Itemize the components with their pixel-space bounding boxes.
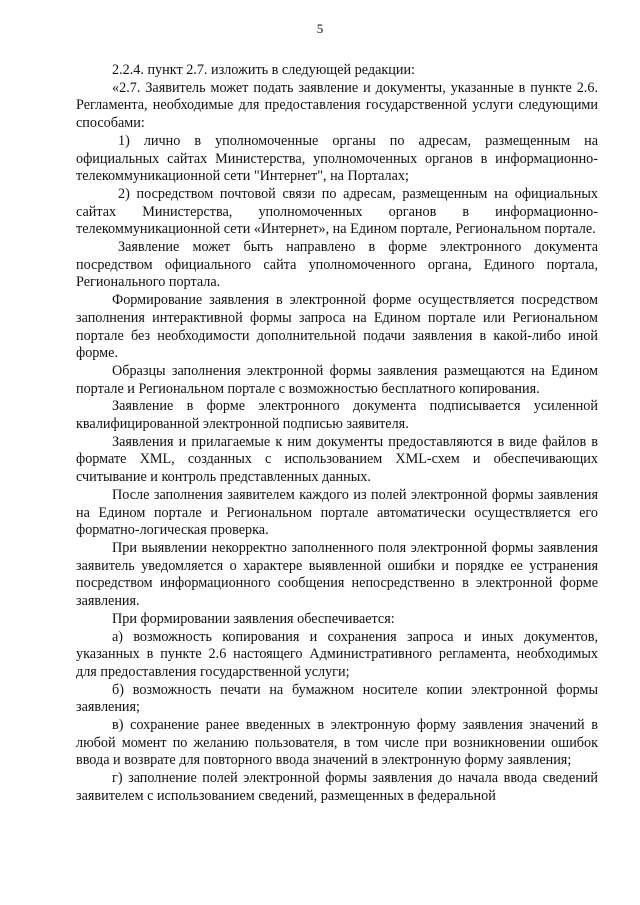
paragraph-form-filling: Формирование заявления в электронной форме осуществляется посредством заполнения интерактивной формы запроса на Едином портале или Региональном портале без необходимости дополнительной подачи заявления в какой-либо иной форме. (76, 292, 598, 362)
list-item-g: г) заполнение полей электронной формы заявления до начала ввода сведений заявителем с использованием сведений, размещенных в федеральной (76, 770, 598, 804)
paragraph-electronic-submission: Заявление может быть направлено в форме электронного документа посредством официального сайта уполномоченного органа, Единого портала, Регионального портала. (76, 239, 598, 291)
paragraph-error-notification: При выявлении некорректно заполненного поля электронной формы заявления заявитель уведомляется о характере выявленной ошибки и порядке ее устранения посредством информационного сообщения непосредственно в электронной форме заявления. (76, 539, 598, 610)
page-number: 5 (316, 21, 324, 36)
paragraph-format-check: После заполнения заявителем каждого из полей электронной формы заявления на Едином портале и Региональном портале автоматически осуществляется его форматно-логическая проверка. (76, 486, 598, 539)
paragraph-clause-2-7: «2.7. Заявитель может подать заявление и документы, указанные в пункте 2.6. Регламента, необходимые для предоставления государственной услуги следующими способами: (76, 79, 598, 132)
paragraph-method-post: 2) посредством почтовой связи по адресам, размещенным на официальных сайтах Министерства, уполномоченных органов в информационно-телекоммуникационной сети «Интернет», на Едином портале, Региональном портале. (76, 185, 598, 238)
list-item-v: в) сохранение ранее введенных в электронную форму заявления значений в любой момент по желанию пользователя, в том числе при возникновении ошибок ввода и возврате для повторного ввода значений в электронную форму заявления; (76, 717, 598, 769)
paragraph-form-samples: Образцы заполнения электронной формы заявления размещаются на Едином портале и Региональном портале с возможностью бесплатного копирования. (76, 362, 598, 397)
list-item-b: б) возможность печати на бумажном носителе копии электронной формы заявления; (76, 681, 598, 716)
list-item-a: а) возможность копирования и сохранения запроса и иных документов, указанных в пункте 2.6 настоящего Административного регламента, необходимых для предоставления государственной услуги; (76, 628, 598, 680)
paragraph-amendment-intro: 2.2.4. пункт 2.7. изложить в следующей редакции: (112, 62, 415, 78)
paragraph-method-in-person: 1) лично в уполномоченные органы по адресам, размещенным на официальных сайтах Министерства, уполномоченных органов в информационно-телекоммуникационной сети "Интернет", на Порталах; (76, 132, 598, 185)
document-body (76, 62, 598, 806)
paragraph-provisions-intro: При формировании заявления обеспечивается: (112, 610, 395, 627)
paragraph-signature: Заявление в форме электронного документа подписывается усиленной квалифицированной электронной подписью заявителя. (76, 398, 598, 433)
paragraph-xml-format: Заявления и прилагаемые к ним документы предоставляются в виде файлов в формате XML, созданных с использованием XML-схем и обеспечивающих считывание и контроль представленных данных. (76, 433, 598, 486)
